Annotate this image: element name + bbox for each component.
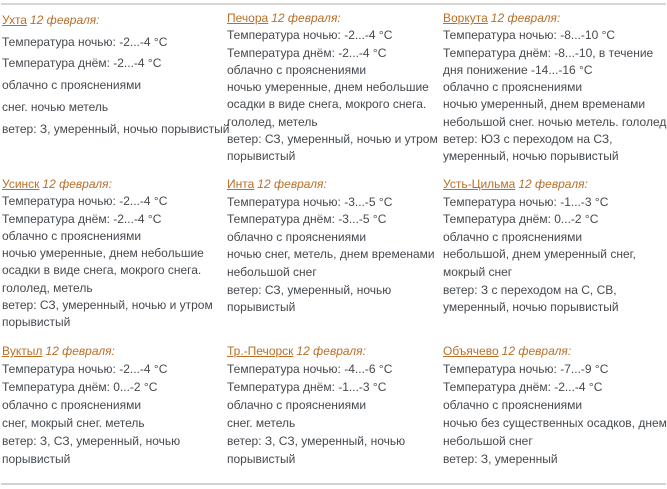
forecast-line: ночью без существенных осадков, днем bbox=[443, 416, 667, 430]
forecast-line: облачно с прояснениями bbox=[443, 80, 583, 95]
forecast-line: гололед, метель bbox=[2, 280, 93, 295]
forecast-line: дня понижение -14...-16 °С bbox=[443, 62, 593, 77]
forecast-line: облачно с прояснениями bbox=[443, 229, 583, 244]
forecast-line: ветер: З, умеренный bbox=[443, 452, 558, 466]
forecast-line: ночью снег, метель, днем временами bbox=[227, 247, 435, 262]
forecast-line: облачно с прояснениями bbox=[443, 398, 583, 412]
forecast-block bbox=[227, 176, 443, 342]
city-link[interactable]: Вуктыл bbox=[2, 344, 43, 358]
block-heading bbox=[443, 10, 661, 27]
forecast-line: гололед, метель bbox=[227, 114, 318, 129]
forecast-line: Температура днём: -2...-4 °С bbox=[227, 45, 387, 60]
forecast-line: Температура ночью: -8...-10 °С bbox=[443, 28, 616, 43]
forecast-line: Температура днём: -1...-3 °С bbox=[227, 380, 387, 394]
forecast-date: 12 февраля: bbox=[296, 344, 366, 358]
forecast-line: Температура днём: -2...-4 °С bbox=[443, 380, 603, 394]
block-heading bbox=[443, 176, 661, 194]
forecast-line: Температура днём: -3...-5 °С bbox=[227, 212, 387, 227]
block-heading bbox=[227, 176, 437, 194]
forecast-line: Температура ночью: -2...-4 °С bbox=[227, 28, 393, 43]
forecast-line: облачно с прояснениями bbox=[227, 229, 367, 244]
forecast-line: снег. ночью метель bbox=[2, 99, 109, 114]
forecast-date: 12 февраля: bbox=[501, 344, 572, 358]
forecast-line: снег, мокрый снег. метель bbox=[2, 416, 145, 430]
forecast-line: ночью умеренные, днем небольшие bbox=[2, 246, 204, 261]
city-link[interactable]: Объячево bbox=[443, 344, 499, 358]
forecast-line: облачно с прояснениями bbox=[2, 398, 142, 412]
forecast-line: порывистый bbox=[2, 315, 71, 330]
block-heading bbox=[2, 10, 221, 32]
forecast-date: 12 февраля: bbox=[257, 177, 327, 191]
forecast-block bbox=[2, 10, 230, 176]
forecast-line: снег. метель bbox=[227, 416, 296, 430]
forecast-date: 12 февраля: bbox=[518, 177, 588, 191]
forecast-line: Температура днём: -2...-4 °С bbox=[2, 211, 162, 226]
forecast-date: 12 февраля: bbox=[490, 11, 561, 25]
forecast-line: Температура ночью: -2...-4 °С bbox=[2, 194, 168, 209]
city-link[interactable]: Печора bbox=[227, 11, 269, 25]
forecast-line: порывистый bbox=[227, 149, 296, 164]
forecast-line: ветер: СЗ, умеренный, ночью и утром bbox=[2, 298, 213, 313]
forecast-line: Температура днём: -8...-10, в течение bbox=[443, 45, 654, 60]
forecast-date: 12 февраля: bbox=[271, 11, 341, 25]
city-link[interactable]: Ухта bbox=[2, 13, 27, 27]
forecast-line: облачно с прояснениями bbox=[2, 228, 142, 243]
forecast-block bbox=[443, 342, 667, 489]
forecast-line: ветер: З с переходом на С, СВ, bbox=[443, 282, 617, 297]
forecast-line: небольшой снег. ночью метель. гололед bbox=[443, 114, 667, 129]
block-heading bbox=[443, 342, 661, 360]
block-heading bbox=[2, 342, 221, 360]
forecast-line: ночью умеренный, днем временами bbox=[443, 97, 646, 112]
city-link[interactable]: Усинск bbox=[2, 177, 40, 191]
forecast-date: 12 февраля: bbox=[42, 177, 112, 191]
forecast-line: Температура днём: 0...-2 °С bbox=[2, 380, 158, 394]
forecast-line: Температура ночью: -1...-3 °С bbox=[443, 194, 609, 209]
forecast-line: ночью умеренные, днем небольшие bbox=[227, 80, 429, 95]
forecast-line: Температура ночью: -2...-4 °С bbox=[2, 34, 168, 49]
forecast-block bbox=[227, 342, 443, 489]
forecast-line: умеренный, ночью порывистый bbox=[443, 300, 619, 315]
forecast-line: мокрый снег bbox=[443, 264, 513, 279]
city-link[interactable]: Инта bbox=[227, 177, 255, 191]
top-divider bbox=[1, 3, 666, 5]
forecast-line: порывистый bbox=[2, 452, 71, 466]
forecast-block bbox=[443, 176, 667, 342]
forecast-line: облачно с прояснениями bbox=[2, 78, 142, 93]
forecast-line: ветер: З, умеренный, ночью порывистый bbox=[2, 121, 230, 136]
forecast-line: небольшой снег bbox=[443, 434, 533, 448]
bottom-divider bbox=[1, 483, 666, 485]
forecast-line: облачно с прояснениями bbox=[227, 398, 367, 412]
forecast-line: небольшой снег bbox=[227, 264, 317, 279]
forecast-line: Температура ночью: -2...-4 °С bbox=[2, 362, 168, 376]
forecast-line: небольшой, днем умеренный снег, bbox=[443, 247, 636, 262]
forecast-block bbox=[227, 10, 443, 176]
forecast-line: умеренный, ночью порывистый bbox=[443, 149, 619, 164]
forecast-line: ветер: З, СЗ, умеренный, ночью bbox=[2, 434, 181, 448]
forecast-line: Температура ночью: -3...-5 °С bbox=[227, 194, 393, 209]
forecast-date: 12 февраля: bbox=[29, 13, 100, 27]
forecast-line: облачно с прояснениями bbox=[227, 62, 367, 77]
forecast-grid bbox=[2, 10, 667, 489]
forecast-block bbox=[2, 342, 227, 489]
forecast-line: Температура днём: -2...-4 °С bbox=[2, 56, 162, 71]
forecast-line: ветер: ЮЗ с переходом на СЗ, bbox=[443, 132, 613, 147]
forecast-line: порывистый bbox=[227, 300, 296, 315]
forecast-block bbox=[2, 176, 227, 342]
forecast-line: Температура днём: 0...-2 °С bbox=[443, 212, 599, 227]
forecast-block bbox=[443, 10, 667, 176]
forecast-date: 12 февраля: bbox=[45, 344, 115, 358]
forecast-line: ветер: СЗ, умеренный, ночью и утром bbox=[227, 132, 438, 147]
city-link[interactable]: Тр.-Печорск bbox=[227, 344, 294, 358]
city-link[interactable]: Воркута bbox=[443, 11, 488, 25]
forecast-line: порывистый bbox=[227, 452, 296, 466]
forecast-line: осадки в виде снега, мокрого снега. bbox=[227, 97, 427, 112]
block-heading bbox=[2, 176, 221, 193]
forecast-line: ветер: СЗ, умеренный, ночью bbox=[227, 282, 392, 297]
city-link[interactable]: Усть-Цильма bbox=[443, 177, 516, 191]
forecast-line: ветер: З, СЗ, умеренный, ночью bbox=[227, 434, 406, 448]
forecast-line: осадки в виде снега, мокрого снега. bbox=[2, 263, 202, 278]
forecast-line: Температура ночью: -7...-9 °С bbox=[443, 362, 609, 376]
block-heading bbox=[227, 10, 437, 27]
block-heading bbox=[227, 342, 437, 360]
forecast-line: Температура ночью: -4...-6 °С bbox=[227, 362, 393, 376]
